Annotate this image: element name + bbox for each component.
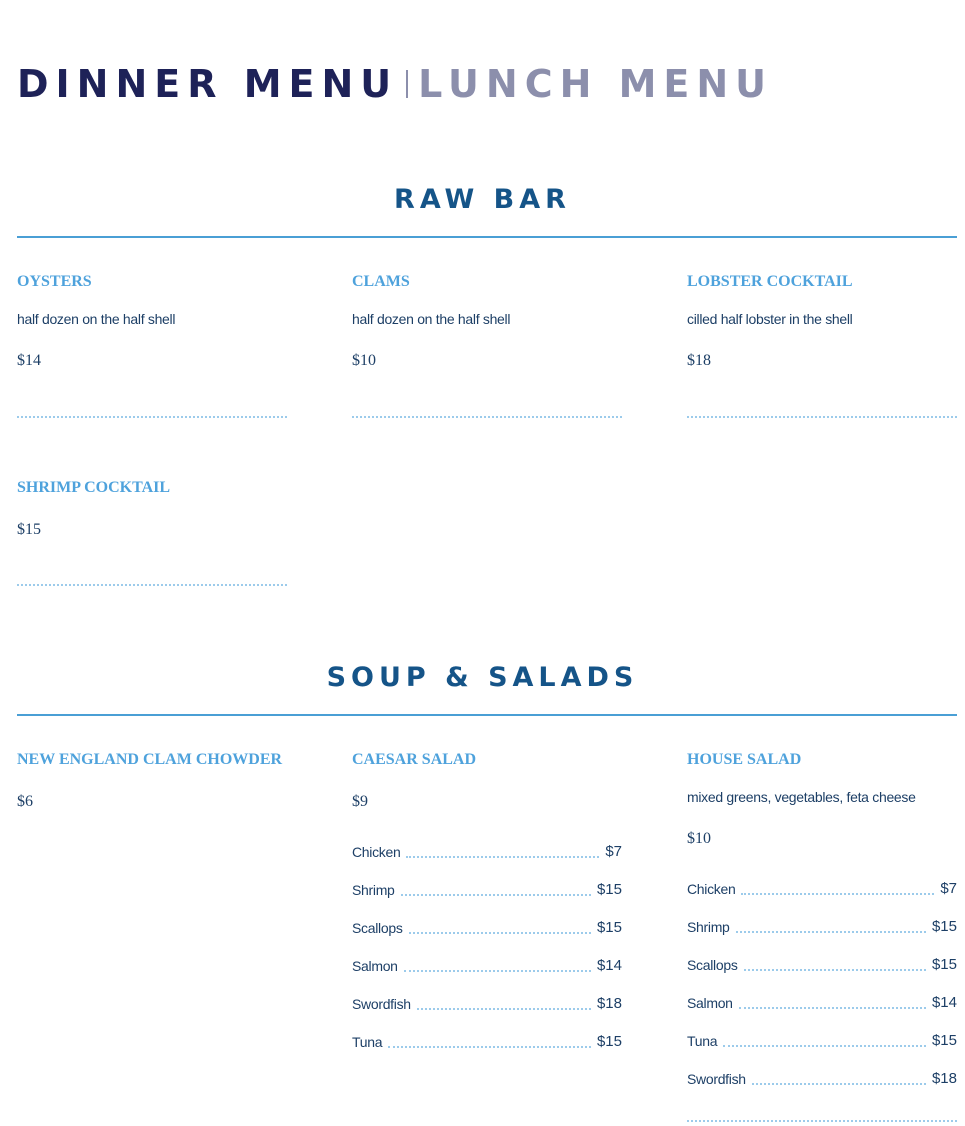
addon-row (352, 841, 622, 861)
addon-price: $18 (931, 1070, 957, 1087)
item-name: CLAMS (352, 273, 410, 290)
addon-name: Swordfish (687, 1071, 746, 1087)
dot-leader (417, 1008, 591, 1010)
dot-leader (401, 894, 591, 896)
item-price: $10 (687, 830, 711, 847)
addon-row (352, 1031, 622, 1051)
addon-name: Shrimp (352, 882, 395, 898)
addon-name: Shrimp (687, 919, 730, 935)
section-title-soup-salads: SOUP & SALADS (326, 662, 639, 693)
addon-name: Salmon (687, 995, 733, 1011)
tab-dinner-menu[interactable]: DINNER MENU (17, 62, 399, 106)
dot-leader (739, 1007, 926, 1009)
dotted-divider (352, 416, 622, 418)
addon-row (352, 879, 622, 899)
item-name: LOBSTER COCKTAIL (687, 273, 853, 290)
addon-price: $15 (596, 1033, 622, 1050)
dot-leader (741, 893, 934, 895)
section-divider (17, 714, 957, 716)
addon-row (687, 916, 957, 936)
dotted-divider (687, 416, 957, 418)
dot-leader (406, 856, 599, 858)
addon-price: $15 (931, 918, 957, 935)
item-price: $15 (17, 521, 41, 538)
dotted-divider (687, 1120, 957, 1122)
dot-leader (744, 969, 926, 971)
item-description: mixed greens, vegetables, feta cheese (687, 789, 916, 805)
item-price: $10 (352, 352, 376, 369)
item-price: $6 (17, 793, 33, 810)
addon-name: Scallops (687, 957, 738, 973)
addon-price: $14 (931, 994, 957, 1011)
dot-leader (388, 1046, 591, 1048)
addon-row (687, 1068, 957, 1088)
addon-name: Salmon (352, 958, 398, 974)
addon-price: $14 (596, 957, 622, 974)
addon-name: Tuna (352, 1034, 383, 1050)
addon-name: Tuna (687, 1033, 718, 1049)
dot-leader (736, 931, 926, 933)
dotted-divider (17, 584, 287, 586)
addon-row (687, 954, 957, 974)
addon-row (352, 917, 622, 937)
addon-name: Swordfish (352, 996, 411, 1012)
addon-name: Scallops (352, 920, 403, 936)
addon-price: $7 (940, 880, 957, 897)
addon-price: $15 (931, 956, 957, 973)
item-price: $18 (687, 352, 711, 369)
addon-row (687, 1030, 957, 1050)
addon-price: $15 (596, 919, 622, 936)
addon-row (352, 955, 622, 975)
dot-leader (404, 970, 591, 972)
addon-row (687, 992, 957, 1012)
tab-lunch-menu[interactable]: LUNCH MENU (418, 62, 774, 106)
addon-row (687, 878, 957, 898)
addon-price: $18 (596, 995, 622, 1012)
item-description: cilled half lobster in the shell (687, 311, 853, 327)
section-title-raw-bar: RAW BAR (394, 184, 571, 215)
item-price: $9 (352, 793, 368, 810)
addon-row (352, 993, 622, 1013)
addon-price: $15 (596, 881, 622, 898)
item-name: SHRIMP COCKTAIL (17, 479, 171, 496)
tab-divider (406, 70, 408, 98)
item-name: CAESAR SALAD (352, 751, 477, 768)
item-price: $14 (17, 352, 41, 369)
dotted-divider (17, 416, 287, 418)
item-name: HOUSE SALAD (687, 751, 802, 768)
menu-tabs (17, 58, 773, 110)
item-name: OYSTERS (17, 273, 92, 290)
addon-name: Chicken (687, 881, 736, 897)
dot-leader (723, 1045, 926, 1047)
item-description: half dozen on the half shell (352, 311, 511, 327)
addon-price: $15 (931, 1032, 957, 1049)
item-description: half dozen on the half shell (17, 311, 176, 327)
item-name: NEW ENGLAND CLAM CHOWDER (17, 751, 283, 768)
addon-name: Chicken (352, 844, 401, 860)
section-divider (17, 236, 957, 238)
dot-leader (409, 932, 591, 934)
dot-leader (752, 1083, 926, 1085)
addon-price: $7 (605, 843, 622, 860)
